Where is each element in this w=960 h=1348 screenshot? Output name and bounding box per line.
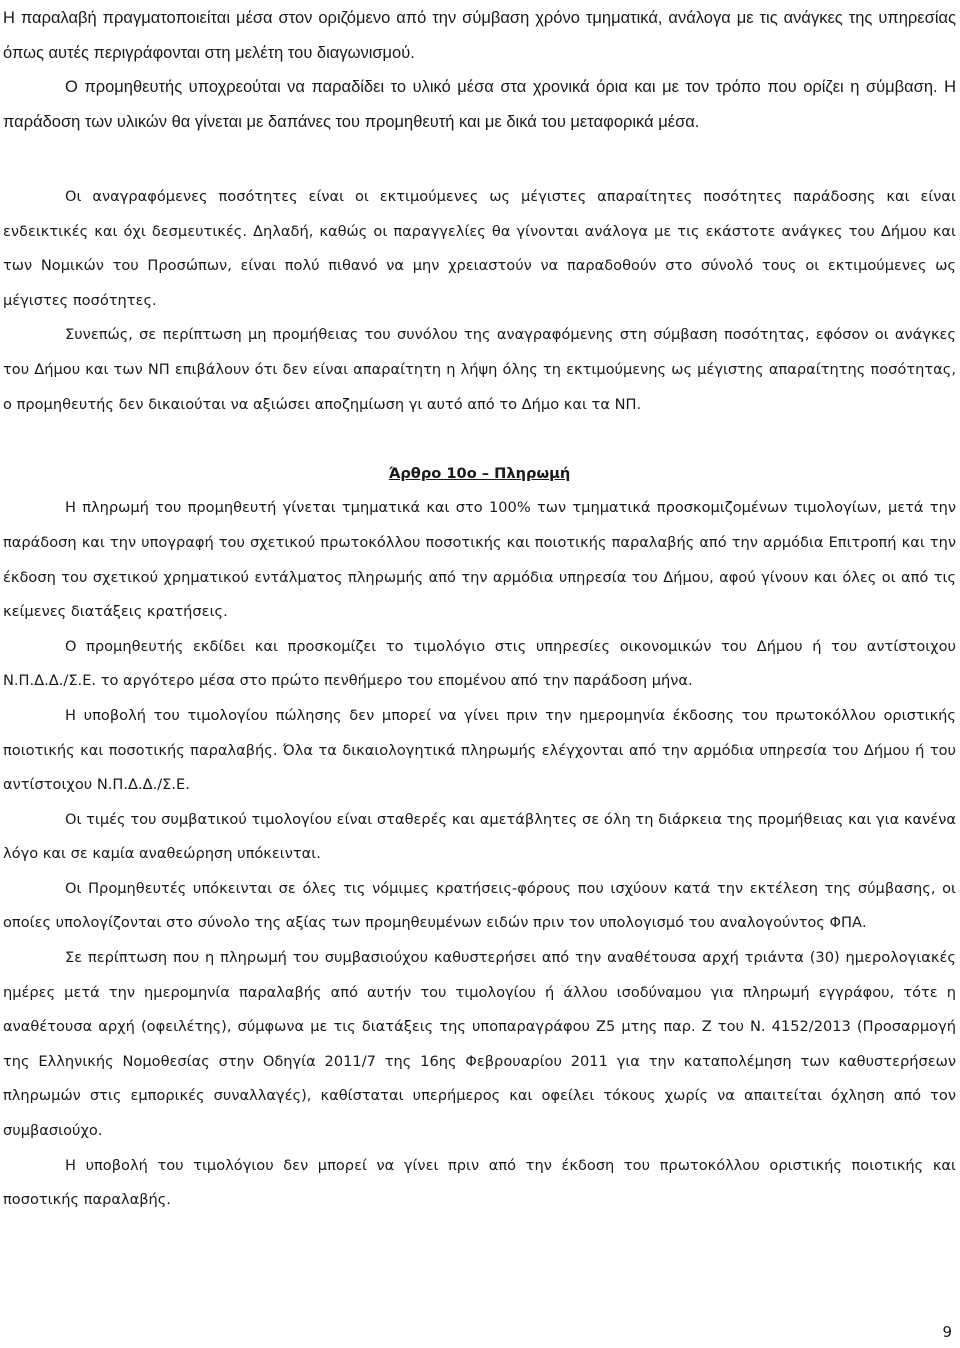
paragraph-payment: Η πληρωμή του προμηθευτή γίνεται τμηματικά και στο 100% των τμηματικά προσκομιζομένων τιμολογίων, μετά την παράδοση και την υπογραφή του σχετικού πρωτοκόλλου ποσοτικής και ποιοτικής παραλαβής από την αρμόδια Επιτροπή και την έκδοση του σχετικού χρηματικού εντάλματος πληρωμής από την αρμόδια υπηρεσία του Δήμου, αφού γίνουν και όλες οι από τις κείμενες διατάξεις κρατήσεις. xyxy=(3,499,956,621)
page-number: 9 xyxy=(942,1323,952,1341)
paragraph-quantities: Οι αναγραφόμενες ποσότητες είναι οι εκτιμούμενες ως μέγιστες απαραίτητες ποσότητες παράδοσης και είναι ενδεικτικές και όχι δεσμευτικές. Δηλαδή, καθώς οι παραγγελίες θα γίνονται ανάλογα με τις εκάστοτε ανάγκες του Δήμου και των Νομικών του Προσώπων, είναι πολύ πιθανό να μην χρειαστούν να παραδοθούν στο σύνολό τους οι εκτιμούμενες ως μέγιστες ποσότητες. xyxy=(3,188,956,309)
document-section-top xyxy=(3,1,956,139)
paragraph-supplier-obligation: Ο προμηθευτής υποχρεούται να παραδίδει το υλικό μέσα στα χρονικά όρια και με τον τρόπο που ορίζει η σύμβαση. Η παράδοση των υλικών θα γίνεται με δαπάνες του προμηθευτή και με δικά του μεταφορικά μέσα. xyxy=(3,78,956,131)
paragraph-invoice: Ο προμηθευτής εκδίδει και προσκομίζει το τιμολόγιο στις υπηρεσίες οικονομικών του Δήμου ή του αντίστοιχου Ν.Π.Δ.Δ./Σ.Ε. το αργότερο μέσα στο πρώτο πενθήμερο του επομένου από την παράδοση μήνα. xyxy=(3,637,956,690)
paragraph-late-payment: Σε περίπτωση που η πληρωμή του συμβασιούχου καθυστερήσει από την αναθέτουσα αρχή τριάντα (30) ημερολογιακές ημέρες μετά την ημερομηνία παραλαβής από αυτήν του τιμολογίου ή άλλου ισοδύναμου για πληρωμή εγγράφου, τότε η αναθέτουσα αρχή (οφειλέτης), σύμφωνα με τις διατάξεις της υποπαραγράφου Ζ5 μτης παρ. Ζ του Ν. 4152/2013 (Προσαρμογή της Ελληνικής Νομοθεσίας στην Οδηγία 2011/7 της 16ης Φεβρουαρίου 2011 για την καταπολέμηση των καθυστερήσεων πληρωμών στις εμπορικές συναλλαγές), καθίσταται υπερήμερος και οφείλει τόκους χωρίς να απαιτείται όχληση από τον συμβασιούχο. xyxy=(3,949,956,1140)
paragraph-consequently: Συνεπώς, σε περίπτωση μη προμήθειας του συνόλου της αναγραφόμενης στη σύμβαση ποσότητας, εφόσον οι ανάγκες του Δήμου και των ΝΠ επιβάλουν ότι δεν είναι απαραίτητη η λήψη όλης τη εκτιμούμενης ως μέγιστης απαραίτητης ποσότητας, ο προμηθευτής δεν δικαιούται να αξιώσει αποζημίωση γι αυτό από το Δήμο και τα ΝΠ. xyxy=(3,326,956,413)
paragraph-invoice-submission: Η υποβολή του τιμολογίου πώλησης δεν μπορεί να γίνει πριν την ημερομηνία έκδοσης του πρωτοκόλλου οριστικής ποιοτικής και ποσοτικής παραλαβής. Όλα τα δικαιολογητικά πληρωμής ελέγχονται από την αρμόδια υπηρεσία του Δήμου ή του αντίστοιχου Ν.Π.Δ.Δ./Σ.Ε. xyxy=(3,706,956,794)
article-heading: Άρθρο 10ο – Πληρωμή xyxy=(388,464,571,482)
paragraph-invoice-timing: Η υποβολή του τιμολόγιου δεν μπορεί να γίνει πριν από την έκδοση του πρωτοκόλλου οριστικής ποιοτικής και ποσοτικής παραλαβής. xyxy=(3,1156,956,1209)
paragraph-delivery: Η παραλαβή πραγματοποιείται μέσα στον οριζόμενο από την σύμβαση χρόνο τμηματικά, ανάλογα με τις ανάγκες της υπηρεσίας όπως αυτές περιγράφονται στη μελέτη του διαγωνισμού. xyxy=(3,9,956,62)
paragraph-taxes: Οι Προμηθευτές υπόκεινται σε όλες τις νόμιμες κρατήσεις-φόρους που ισχύουν κατά την εκτέλεση της σύμβασης, οι οποίες υπολογίζονται στο σύνολο της αξίας των προμηθευμένων ειδών πριν τον υπολογισμό του αναλογούντος ΦΠΑ. xyxy=(3,879,956,932)
document-section-main xyxy=(3,180,956,1218)
paragraph-prices: Οι τιμές του συμβατικού τιμολογίου είναι σταθερές και αμετάβλητες σε όλη τη διάρκεια της προμήθειας και για κανένα λόγο και σε καμία αναθεώρηση υπόκεινται. xyxy=(3,810,956,863)
